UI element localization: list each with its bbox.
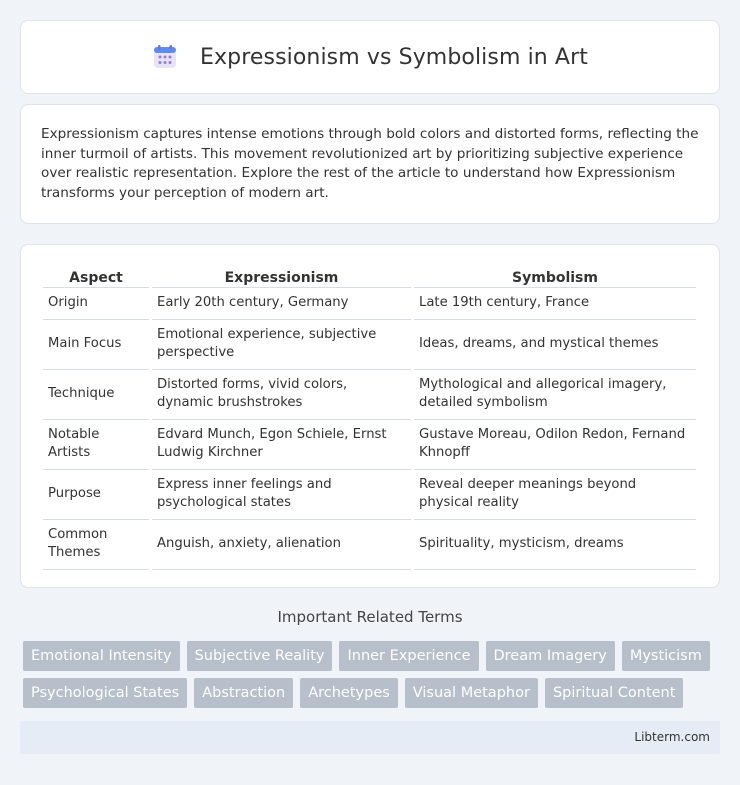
expressionism-cell: Distorted forms, vivid colors, dynamic brushstrokes (152, 370, 411, 420)
table-header-row (43, 264, 696, 288)
title-wrap (152, 44, 588, 70)
column-header-expressionism: Expressionism (152, 264, 411, 288)
aspect-cell: Main Focus (43, 320, 149, 370)
expressionism-cell: Express inner feelings and psychological states (152, 470, 411, 520)
footer-site-link[interactable]: Libterm.com (634, 730, 710, 744)
symbolism-cell: Late 19th century, France (414, 288, 696, 320)
footer (20, 721, 720, 754)
table-row (43, 420, 696, 470)
symbolism-cell: Spirituality, mysticism, dreams (414, 520, 696, 570)
related-terms-tags (23, 641, 703, 715)
expressionism-cell: Emotional experience, subjective perspective (152, 320, 411, 370)
column-header-symbolism: Symbolism (414, 264, 696, 288)
expressionism-cell: Anguish, anxiety, alienation (152, 520, 411, 570)
intro-text: Expressionism captures intense emotions through bold colors and distorted forms, reflecting the inner turmoil of artists. This movement revolutionized art by prioritizing subjective experience over realistic representation. Explore the rest of the article to understand how Expressionism transforms your perception of modern art. (41, 126, 699, 201)
table-row (43, 520, 696, 570)
tag-psychological-states[interactable]: Psychological States (23, 678, 187, 708)
aspect-cell: Purpose (43, 470, 149, 520)
aspect-cell: Technique (43, 370, 149, 420)
tag-row (23, 641, 703, 671)
page-title: Expressionism vs Symbolism in Art (200, 44, 588, 70)
expressionism-cell: Early 20th century, Germany (152, 288, 411, 320)
tag-emotional-intensity[interactable]: Emotional Intensity (23, 641, 180, 671)
tag-row (23, 678, 703, 708)
tag-dream-imagery[interactable]: Dream Imagery (486, 641, 615, 671)
column-header-aspect: Aspect (43, 264, 149, 288)
tag-inner-experience[interactable]: Inner Experience (339, 641, 478, 671)
tag-archetypes[interactable]: Archetypes (300, 678, 398, 708)
symbolism-cell: Reveal deeper meanings beyond physical reality (414, 470, 696, 520)
intro-card (20, 104, 720, 224)
table-row (43, 470, 696, 520)
aspect-cell: Notable Artists (43, 420, 149, 470)
expressionism-cell: Edvard Munch, Egon Schiele, Ernst Ludwig Kirchner (152, 420, 411, 470)
symbolism-cell: Mythological and allegorical imagery, detailed symbolism (414, 370, 696, 420)
tag-mysticism[interactable]: Mysticism (622, 641, 710, 671)
table-row (43, 320, 696, 370)
calendar-icon (152, 44, 178, 70)
table-row (43, 288, 696, 320)
tag-visual-metaphor[interactable]: Visual Metaphor (405, 678, 538, 708)
symbolism-cell: Ideas, dreams, and mystical themes (414, 320, 696, 370)
table-row (43, 370, 696, 420)
symbolism-cell: Gustave Moreau, Odilon Redon, Fernand Khnopff (414, 420, 696, 470)
related-terms-title: Important Related Terms (277, 608, 463, 626)
comparison-table-card (20, 244, 720, 588)
tag-subjective-reality[interactable]: Subjective Reality (187, 641, 333, 671)
comparison-table (40, 264, 699, 570)
tag-spiritual-content[interactable]: Spiritual Content (545, 678, 684, 708)
tag-abstraction[interactable]: Abstraction (194, 678, 293, 708)
header-card (20, 20, 720, 94)
aspect-cell: Origin (43, 288, 149, 320)
aspect-cell: Common Themes (43, 520, 149, 570)
